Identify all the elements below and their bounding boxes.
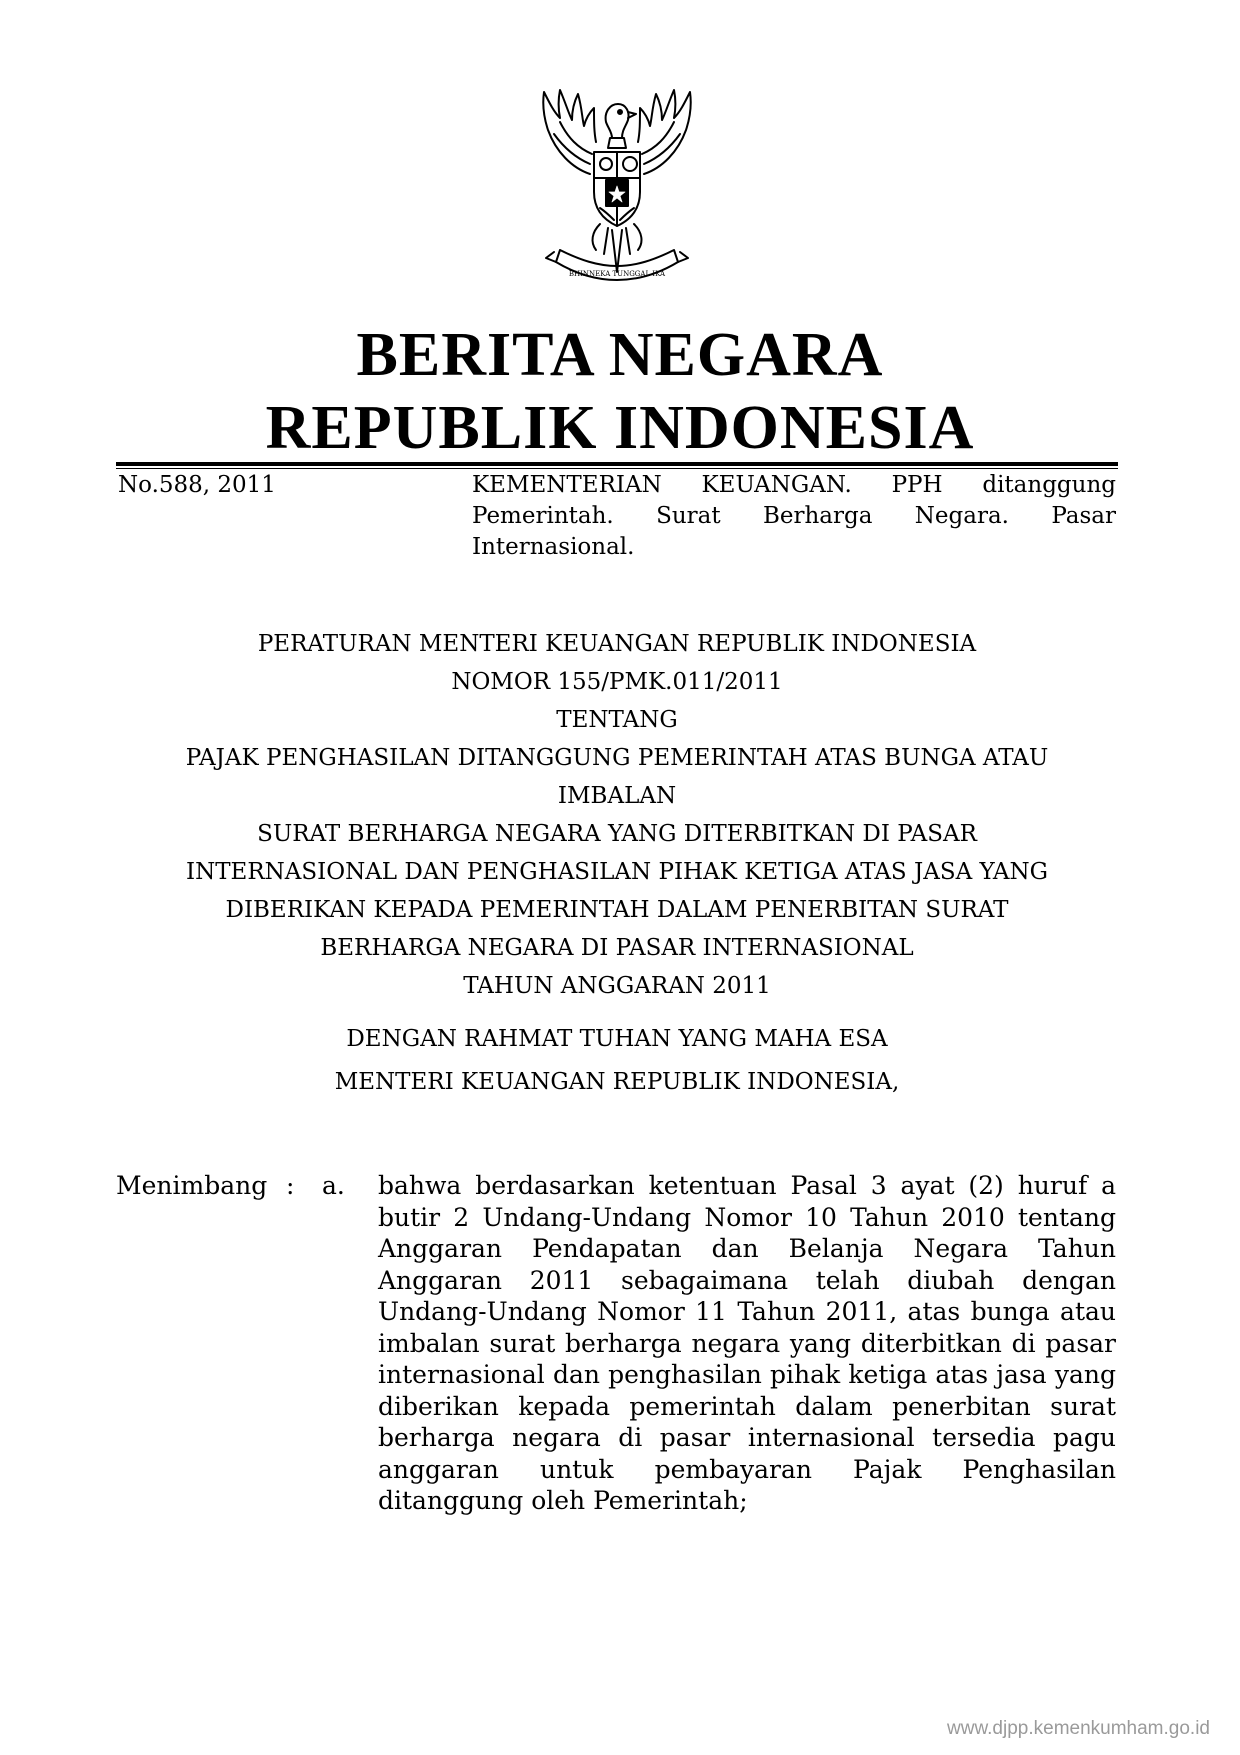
title-line: TAHUN ANGGARAN 2011: [463, 973, 771, 999]
considering-item-text: bahwa berdasarkan ketentuan Pasal 3 ayat (2) huruf a butir 2 Undang-Undang Nomor 10 Tahun 2010 tentang Anggaran Pendapatan dan Belanja Negara Tahun Anggaran 2011 sebagaimana telah diubah dengan Undang-Undang Nomor 11 Tahun 2011, atas bunga atau imbalan surat berharga negara yang diterbitkan di pasar internasional dan penghasilan pihak ketiga atas jasa yang diberikan kepada pemerintah dalam penerbitan surat berharga negara di pasar internasional tersedia pagu anggaran untuk pembayaran Pajak Penghasilan ditanggung oleh Pemerintah;: [378, 1171, 1116, 1515]
title-line: PERATURAN MENTERI KEUANGAN REPUBLIK INDONESIA: [257, 631, 977, 657]
masthead-subtitle: REPUBLIK INDONESIA: [265, 394, 975, 462]
masthead-title: BERITA NEGARA: [356, 321, 884, 389]
masthead-rule: [116, 462, 1118, 466]
considering-label: Menimbang: [116, 1171, 268, 1200]
considering-colon: :: [286, 1171, 295, 1200]
masthead-rule-thin: [116, 468, 1118, 469]
regulation-title: [116, 625, 1118, 1005]
title-line: SURAT BERHARGA NEGARA YANG DITERBITKAN DI PASAR: [257, 821, 977, 847]
invocation-line: DENGAN RAHMAT TUHAN YANG MAHA ESA: [346, 1026, 888, 1052]
considering-item-letter: a.: [322, 1171, 345, 1200]
title-line: TENTANG: [556, 707, 678, 733]
title-line: DIBERIKAN KEPADA PEMERINTAH DALAM PENERBITAN SURAT: [225, 897, 1009, 923]
source-watermark: www.djpp.kemenkumham.go.id: [947, 1718, 1210, 1739]
title-line: NOMOR 155/PMK.011/2011: [451, 669, 783, 695]
garuda-emblem-icon: [520, 82, 714, 300]
invocation-line: MENTERI KEUANGAN REPUBLIK INDONESIA,: [334, 1069, 900, 1095]
title-line: BERHARGA NEGARA DI PASAR INTERNASIONAL: [320, 935, 914, 961]
title-line: PAJAK PENGHASILAN DITANGGUNG PEMERINTAH ATAS BUNGA ATAU: [185, 745, 1049, 771]
svg-text:BHINNEKA TUNGGAL IKA: BHINNEKA TUNGGAL IKA: [568, 270, 666, 278]
issue-number: No.588, 2011: [118, 472, 276, 498]
title-line: IMBALAN: [557, 783, 677, 809]
issue-subject: KEMENTERIAN KEUANGAN. PPH ditanggung Pemerintah. Surat Berharga Negara. Pasar Internasional.: [472, 472, 1116, 560]
invocation: [116, 1018, 1118, 1104]
title-line: INTERNASIONAL DAN PENGHASILAN PIHAK KETIGA ATAS JASA YANG: [185, 859, 1049, 885]
